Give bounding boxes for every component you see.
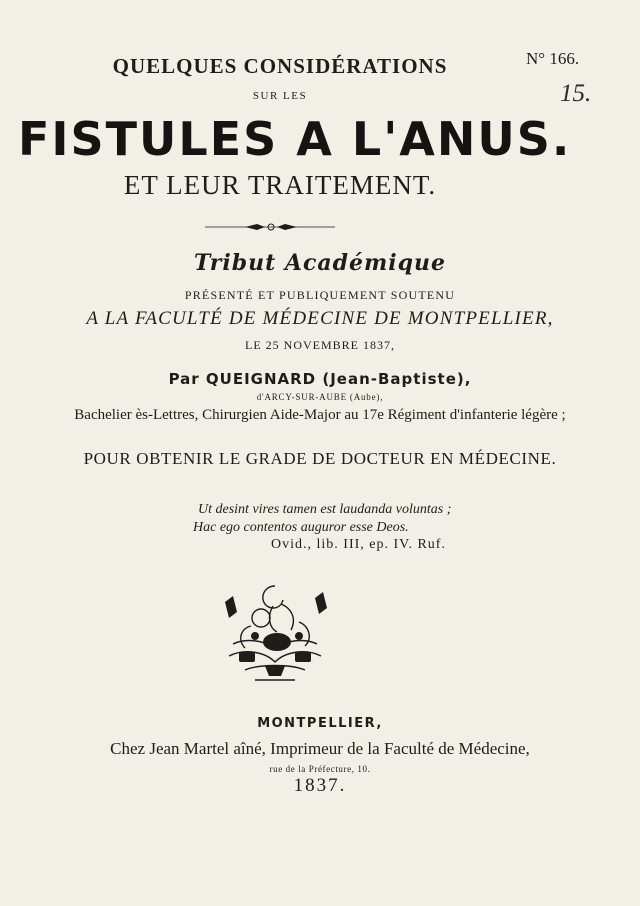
handwritten-mark: 15. [560,80,592,107]
title-line-2: SUR LES [252,90,308,102]
epigraph-source: Ovid., lib. III, ep. IV. Ruf. [271,537,446,552]
main-title: FISTULES A L'ANUS. [18,112,572,166]
printer-vignette-image [215,578,335,690]
author-origin: d'ARCY-SUR-AUBE (Aube), [256,392,384,402]
thesis-heading: Tribut Académique [193,250,447,276]
catalog-number: N° 166. [526,49,580,68]
imprint-city: MONTPELLIER, [257,716,383,731]
author-credentials: Bachelier ès-Lettres, Chirurgien Aide-Major au 17e Régiment d'infanterie légère ; [74,407,566,423]
title-line-1: QUELQUES CONSIDÉRATIONS [112,54,448,78]
author-line: Par QUEIGNARD (Jean-Baptiste), [168,370,472,388]
defense-date: LE 25 NOVEMBRE 1837, [245,338,395,352]
epigraph-line-2: Hac ego contentos auguror esse Deos. [193,520,409,535]
presented-line: PRÉSENTÉ ET PUBLIQUEMENT SOUTENU [184,288,456,302]
imprint-address: rue de la Préfecture, 10. [269,764,371,774]
faculty-line: A LA FACULTÉ DE MÉDECINE DE MONTPELLIER, [86,308,554,329]
title-line-4: ET LEUR TRAITEMENT. [123,170,437,200]
epigraph-line-1: Ut desint vires tamen est laudanda voluntas ; [198,502,452,517]
imprint-printer: Chez Jean Martel aîné, Imprimeur de la Faculté de Médecine, [110,739,530,758]
imprint-year: 1837. [293,775,347,796]
rule-ornament [205,221,335,233]
degree-purpose: POUR OBTENIR LE GRADE DE DOCTEUR EN MÉDECINE. [83,449,557,468]
